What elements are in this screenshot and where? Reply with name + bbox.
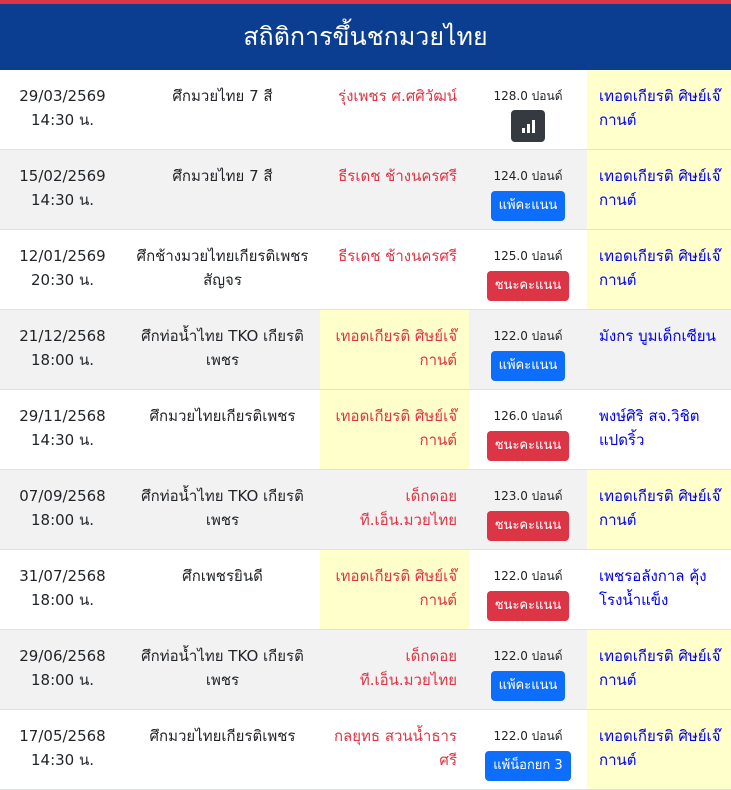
fight-time: 18:00 น.	[30, 511, 95, 529]
red-corner-fighter-link[interactable]: ธีรเดช ช้างนครศรี	[338, 167, 457, 185]
fight-date: 12/01/2569	[19, 247, 106, 265]
result-cell	[469, 310, 587, 389]
fight-time: 14:30 น.	[30, 191, 95, 209]
result-cell	[469, 470, 587, 549]
weight-label: 122.0 ปอนด์	[493, 569, 563, 583]
fight-time: 18:00 น.	[30, 591, 95, 609]
event-name: ศึกมวยไทยเกียรติเพชร	[149, 727, 296, 745]
fight-date-cell	[0, 150, 125, 229]
bar-chart-icon-bar	[522, 128, 525, 133]
event-name: ศึกท่อน้ำไทย TKO เกียรติเพชร	[141, 647, 304, 689]
blue-corner-fighter-link[interactable]: เทอดเกียรติ ศิษย์เจ๊กานต์	[587, 230, 731, 309]
table-row	[0, 70, 731, 150]
result-cell	[469, 230, 587, 309]
blue-corner-fighter-link[interactable]: เทอดเกียรติ ศิษย์เจ๊กานต์	[587, 150, 731, 229]
weight-label: 122.0 ปอนด์	[493, 329, 563, 343]
red-corner-fighter-link[interactable]: รุ่งเพชร ศ.ศศิวัฒน์	[338, 87, 457, 105]
fight-date-cell	[0, 310, 125, 389]
blue-corner-fighter-link[interactable]: เทอดเกียรติ ศิษย์เจ๊กานต์	[587, 470, 731, 549]
weight-label: 124.0 ปอนด์	[493, 169, 563, 183]
blue-corner-fighter-link[interactable]: พงษ์ศิริ สจ.วิชิต แปดริ้ว	[599, 407, 700, 449]
fight-date-cell	[0, 470, 125, 549]
event-name: ศึกมวยไทยเกียรติเพชร	[149, 407, 296, 425]
table-row	[0, 390, 731, 470]
fight-time: 20:30 น.	[30, 271, 95, 289]
event-name: ศึกท่อน้ำไทย TKO เกียรติเพชร	[141, 327, 304, 369]
table-row	[0, 310, 731, 390]
blue-corner-fighter-link[interactable]: เทอดเกียรติ ศิษย์เจ๊กานต์	[587, 70, 731, 149]
win-result-badge[interactable]: ชนะคะแนน	[487, 431, 570, 461]
blue-corner-fighter-link[interactable]: เทอดเกียรติ ศิษย์เจ๊กานต์	[587, 630, 731, 709]
loss-result-badge[interactable]: แพ้คะแนน	[491, 191, 566, 221]
fight-time: 18:00 น.	[30, 671, 95, 689]
table-row	[0, 150, 731, 230]
bar-chart-icon-bar	[532, 120, 535, 133]
fight-date-cell	[0, 70, 125, 149]
fight-date: 15/02/2569	[19, 167, 106, 185]
fight-date: 17/05/2568	[19, 727, 106, 745]
result-cell	[469, 390, 587, 469]
blue-corner-fighter-link[interactable]: เทอดเกียรติ ศิษย์เจ๊กานต์	[587, 710, 731, 789]
event-name: ศึกท่อน้ำไทย TKO เกียรติเพชร	[141, 487, 304, 529]
loss-result-badge[interactable]: แพ้คะแนน	[491, 351, 566, 381]
event-name: ศึกเพชรยินดี	[182, 567, 263, 585]
table-row	[0, 710, 731, 790]
red-corner-fighter-link[interactable]: ธีรเดช ช้างนครศรี	[338, 247, 457, 265]
fight-time: 18:00 น.	[30, 351, 95, 369]
fight-history-table	[0, 70, 731, 790]
table-row	[0, 550, 731, 630]
page-title: สถิติการขึ้นชกมวยไทย	[0, 4, 731, 70]
event-name: ศึกมวยไทย 7 สี	[172, 167, 273, 185]
fight-date-cell	[0, 390, 125, 469]
fight-date: 07/09/2568	[19, 487, 106, 505]
weight-label: 122.0 ปอนด์	[493, 729, 563, 743]
blue-corner-fighter-link[interactable]: เพชรอลังกาล คุ้งโรงน้ำแข็ง	[599, 567, 707, 609]
table-row	[0, 470, 731, 550]
weight-label: 126.0 ปอนด์	[493, 409, 563, 423]
result-cell	[469, 710, 587, 789]
blue-corner-fighter-link[interactable]: มังกร บูมเด็กเซียน	[599, 327, 716, 345]
red-corner-fighter-link[interactable]: กลยุทธ สวนน้ำธารศรี	[333, 727, 457, 769]
fight-time: 14:30 น.	[30, 751, 95, 769]
red-corner-fighter-link[interactable]: เด็กดอย ที.เอ็น.มวยไทย	[359, 647, 457, 689]
table-row	[0, 230, 731, 310]
fight-date-cell	[0, 550, 125, 629]
fight-date: 29/03/2569	[19, 87, 106, 105]
fight-time: 14:30 น.	[30, 431, 95, 449]
win-result-badge[interactable]: ชนะคะแนน	[487, 271, 570, 301]
loss-result-badge[interactable]: แพ้คะแนน	[491, 671, 566, 701]
result-cell	[469, 70, 587, 149]
loss-result-badge[interactable]: แพ้น็อกยก 3	[485, 751, 570, 781]
weight-label: 122.0 ปอนด์	[493, 649, 563, 663]
result-cell	[469, 630, 587, 709]
fight-date-cell	[0, 630, 125, 709]
win-result-badge[interactable]: ชนะคะแนน	[487, 591, 570, 621]
result-cell	[469, 150, 587, 229]
fight-date-cell	[0, 230, 125, 309]
win-result-badge[interactable]: ชนะคะแนน	[487, 511, 570, 541]
fight-time: 14:30 น.	[30, 111, 95, 129]
event-name: ศึกมวยไทย 7 สี	[172, 87, 273, 105]
weight-label: 123.0 ปอนด์	[493, 489, 563, 503]
bar-chart-icon[interactable]	[511, 110, 545, 142]
fight-date: 31/07/2568	[19, 567, 106, 585]
red-corner-fighter-link[interactable]: เทอดเกียรติ ศิษย์เจ๊กานต์	[320, 390, 469, 469]
weight-label: 128.0 ปอนด์	[493, 89, 563, 103]
event-name: ศึกช้างมวยไทยเกียรติเพชรสัญจร	[136, 247, 309, 289]
red-corner-fighter-link[interactable]: เทอดเกียรติ ศิษย์เจ๊กานต์	[320, 310, 469, 389]
fight-date: 29/11/2568	[19, 407, 106, 425]
bar-chart-icon-bar	[527, 124, 530, 133]
weight-label: 125.0 ปอนด์	[493, 249, 563, 263]
table-row	[0, 630, 731, 710]
red-corner-fighter-link[interactable]: เทอดเกียรติ ศิษย์เจ๊กานต์	[320, 550, 469, 629]
fight-date: 21/12/2568	[19, 327, 106, 345]
fight-date: 29/06/2568	[19, 647, 106, 665]
red-corner-fighter-link[interactable]: เด็กดอย ที.เอ็น.มวยไทย	[359, 487, 457, 529]
result-cell	[469, 550, 587, 629]
fight-date-cell	[0, 710, 125, 789]
